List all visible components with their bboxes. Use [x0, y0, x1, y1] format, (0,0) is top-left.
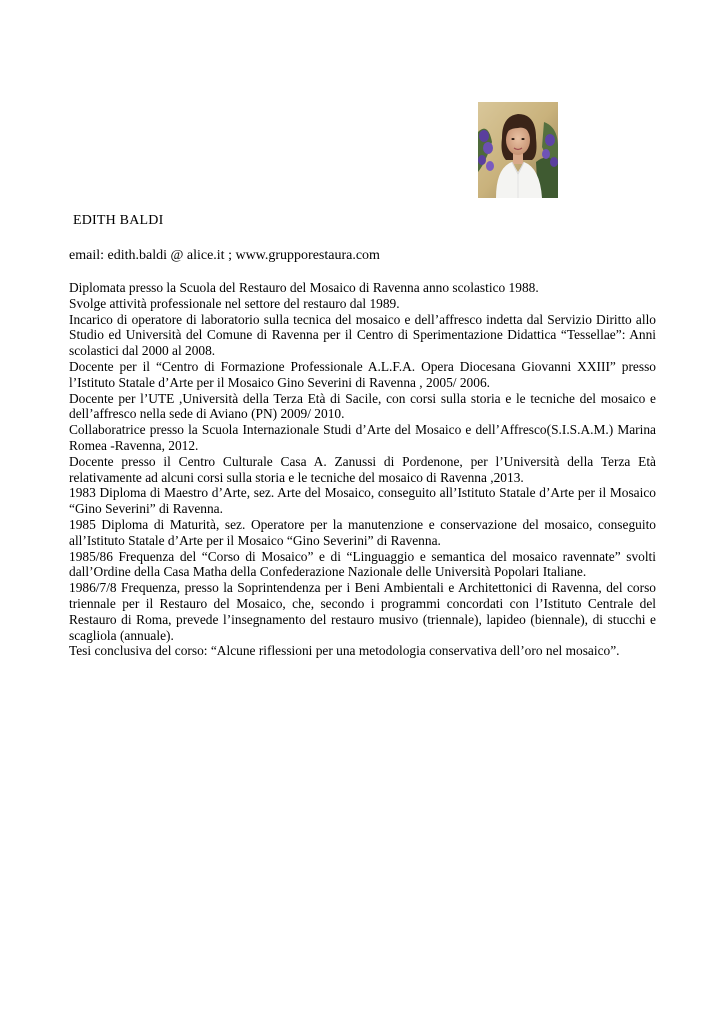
- cv-paragraph: Tesi conclusiva del corso: “Alcune riflessioni per una metodologia conservativa dell’oro nel mosaico”.: [69, 643, 620, 659]
- cv-body: [69, 280, 656, 659]
- cv-paragraph: 1985/86 Frequenza del “Corso di Mosaico” e di “Linguaggio e semantica del mosaico ravennate” svolti dall’Ordine della Casa Matha della Confederazione Nazionale delle Università Popolari Italiane.: [69, 548, 656, 580]
- cv-paragraph: Docente presso il Centro Culturale Casa A. Zanussi di Pordenone, per l’Università della Terza Età relativamente ad alcuni corsi sulla storia e le tecniche del mosaico di Ravenna ,2013.: [69, 453, 656, 485]
- portrait-photo: [478, 102, 558, 198]
- cv-paragraph: Svolge attività professionale nel settore del restauro dal 1989.: [69, 295, 400, 311]
- person-name: EDITH BALDI: [73, 213, 164, 228]
- cv-paragraph: Incarico di operatore di laboratorio sulla tecnica del mosaico e dell’affresco indetta dal Servizio Diritto allo Studio ed Università del Comune di Ravenna per il Centro di Sperimentazione Didattica “Tessellae”: Anni scolastici dal 2000 al 2008.: [69, 311, 656, 359]
- cv-paragraph: 1985 Diploma di Maturità, sez. Operatore per la manutenzione e conservazione del mosaico, conseguito all’Istituto Statale d’Arte per il Mosaico “Gino Severini” di Ravenna.: [69, 516, 656, 548]
- contact-line: email: edith.baldi @ alice.it ; www.grupporestaura.com: [69, 248, 380, 263]
- cv-paragraph: 1983 Diploma di Maestro d’Arte, sez. Arte del Mosaico, conseguito all’Istituto Statale d’Arte per il Mosaico “Gino Severini” di Ravenna.: [69, 485, 656, 517]
- cv-paragraph: Diplomata presso la Scuola del Restauro del Mosaico di Ravenna anno scolastico 1988.: [69, 280, 539, 295]
- cv-paragraph: 1986/7/8 Frequenza, presso la Soprintendenza per i Beni Ambientali e Architettonici di Ravenna, del corso triennale per il Restauro del Mosaico, che, secondo i programmi concordati con l’Istituto Centrale del Restauro di Roma, prevede l’insegnamento del restauro musivo (triennale), lapideo (biennale), di stucchi e scagliola (annuale).: [69, 580, 656, 643]
- cv-paragraph: Docente per l’UTE ,Università della Terza Età di Sacile, con corsi sulla storia e le tecniche del mosaico e dell’affresco nella sede di Aviano (PN) 2009/ 2010.: [69, 390, 656, 422]
- cv-paragraph: Collaboratrice presso la Scuola Internazionale Studi d’Arte del Mosaico e dell’Affresco(S.I.S.A.M.) Marina Romea -Ravenna, 2012.: [69, 422, 656, 453]
- cv-paragraph: Docente per il “Centro di Formazione Professionale A.L.F.A. Opera Diocesana Giovanni XXIII” presso l’Istituto Statale d’Arte per il Mosaico Gino Severini di Ravenna , 2005/ 2006.: [69, 358, 656, 390]
